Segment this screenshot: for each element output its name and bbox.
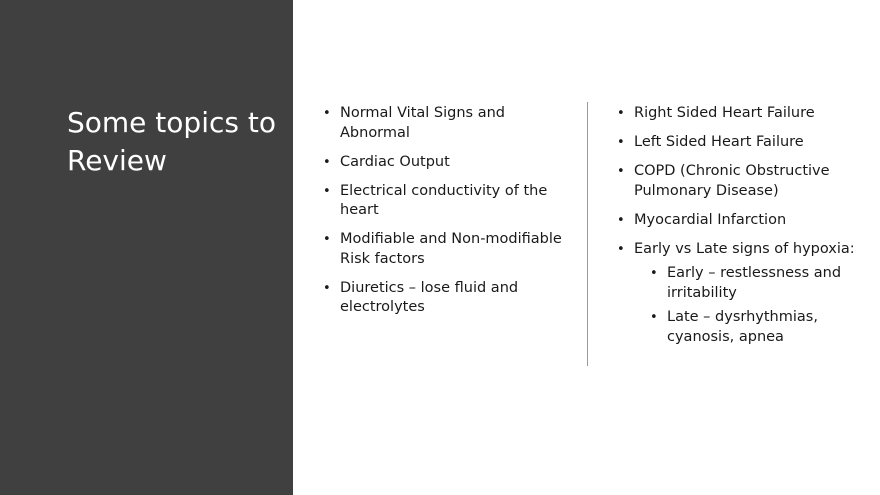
topic-item bbox=[340, 182, 570, 221]
topic-item bbox=[340, 104, 570, 143]
topic-item bbox=[340, 153, 570, 173]
topic-item bbox=[634, 162, 866, 201]
sub-topic-item bbox=[667, 308, 847, 347]
title-panel bbox=[0, 0, 293, 495]
topic-label: Myocardial Infarction bbox=[634, 211, 787, 228]
topic-label: Early vs Late signs of hypoxia: bbox=[634, 240, 855, 257]
topic-label: COPD (Chronic Obstructive Pulmonary Disease) bbox=[634, 163, 830, 199]
sub-topic-item bbox=[667, 264, 847, 303]
topic-label: Diuretics – lose fluid and electrolytes bbox=[340, 279, 519, 315]
sub-topic-label: Late – dysrhythmias, cyanosis, apnea bbox=[667, 309, 818, 345]
topic-item bbox=[634, 104, 866, 124]
topic-item bbox=[340, 279, 570, 318]
topic-label: Normal Vital Signs and Abnormal bbox=[340, 105, 505, 141]
topic-item bbox=[340, 230, 570, 269]
topic-label: Right Sided Heart Failure bbox=[634, 105, 815, 121]
topic-label: Electrical conductivity of the heart bbox=[340, 182, 548, 218]
slide-title: Some topics to Review bbox=[67, 106, 276, 177]
left-topic-list bbox=[340, 104, 570, 327]
topic-item bbox=[634, 240, 866, 348]
sub-topic-label: Early – restlessness and irritability bbox=[667, 265, 842, 301]
topic-label: Left Sided Heart Failure bbox=[634, 134, 804, 150]
topic-item bbox=[634, 133, 866, 153]
topic-label: Modifiable and Non-modifiable Risk factors bbox=[340, 231, 562, 267]
hypoxia-sub-list bbox=[667, 264, 847, 347]
right-topic-list bbox=[634, 104, 866, 357]
column-divider bbox=[587, 102, 588, 366]
topic-item bbox=[634, 211, 866, 231]
topic-label: Cardiac Output bbox=[340, 153, 450, 170]
